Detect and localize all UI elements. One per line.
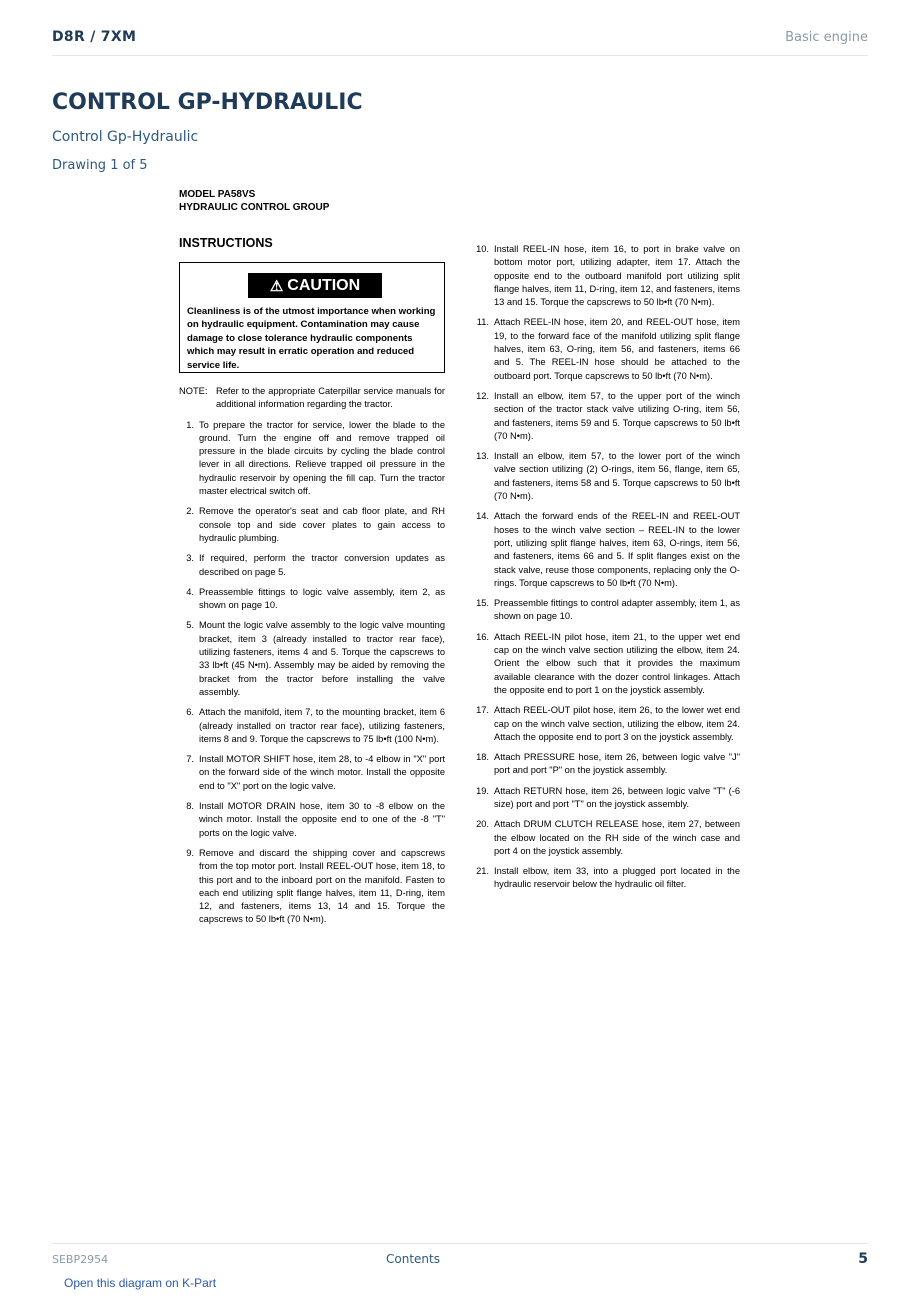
instruction-step — [474, 631, 740, 697]
step-text: Install REEL-IN hose, item 16, to port in brake valve on bottom motor port, utilizing adapter, item 17. Attach the opposite end to the outboard manifold port utilizing split flange halves, item 11, D-ring, item 12, and fasteners, items 13 and 15. Torque the capscrews to 50 lb•ft (70 N•m). — [494, 244, 740, 308]
step-number: 19. — [476, 785, 489, 796]
step-text: Attach DRUM CLUTCH RELEASE hose, item 27, between the elbow located on the RH side of the winch case and port 4 on the joystick assembly. — [494, 819, 740, 856]
step-text: Preassemble fittings to control adapter assembly, item 1, as shown on page 10. — [494, 598, 740, 622]
step-number: 13. — [476, 451, 489, 462]
instructions-right-column — [474, 243, 740, 899]
step-text: Attach REEL-IN pilot hose, item 21, to the upper wet end cap on the winch valve section utilizing the elbow, item 24. Orient the elbow such that it provides the maximum available clearance with the dozer control linkages. Attach the opposite end to port 1 on the joystick assembly. — [494, 631, 740, 695]
step-number: 3. — [186, 553, 194, 564]
instruction-step — [179, 847, 445, 927]
footer-doc-id: SEBP2954 — [52, 1253, 109, 1266]
model-heading — [179, 188, 329, 214]
instruction-step — [179, 753, 445, 793]
page-title: CONTROL GP-HYDRAULIC — [52, 90, 363, 115]
step-number: 18. — [476, 752, 489, 763]
step-number: 12. — [476, 390, 489, 401]
instruction-step — [474, 785, 740, 812]
note — [179, 385, 445, 412]
note-text: Refer to the appropriate Caterpillar service manuals for additional information regarding the tractor. — [216, 386, 445, 410]
footer-divider — [52, 1243, 868, 1244]
warning-triangle-icon: ⚠ — [269, 277, 284, 295]
step-text: Attach RETURN hose, item 26, between logic valve "T" (-6 size) port and port "T" on the joystick assembly. — [494, 785, 740, 809]
step-text: Attach PRESSURE hose, item 26, between logic valve "J" port and port "P" on the joystick assembly. — [494, 752, 740, 776]
step-text: Remove and discard the shipping cover and capscrews from the top motor port. Install REEL-OUT hose, item 18, to this port and to the inboard port on the manifold. Fasten to each end utilizing split flange halves, item 11, D-ring, item 12, and fasteners, items 13, 14 and 15. Torque the capscrews to 50 lb•ft (70 N•m). — [199, 847, 445, 925]
instructions-heading: INSTRUCTIONS — [179, 236, 273, 250]
step-text: Mount the logic valve assembly to the logic valve mounting bracket, item 3 (already installed to tractor rear face), utilizing fasteners, items 4 and 5. Torque the capscrews to 33 lb•ft (45 N•m). Assembly may be aided by removing the bracket from the tractor before installing the valve assembly. — [199, 620, 445, 697]
step-text: Install MOTOR SHIFT hose, item 28, to -4 elbow in "X" port on the forward side of the winch motor. Install the opposite end to "X" port on the logic valve. — [199, 754, 445, 791]
scanned-document — [178, 185, 744, 1005]
instruction-step — [474, 751, 740, 778]
open-diagram-link[interactable]: Open this diagram on K-Part — [64, 1276, 217, 1290]
step-text: Install an elbow, item 57, to the lower port of the winch valve section utilizing (2) O-rings, item 56, flange, item 65, and fasteners, items 58 and 5. Torque capscrews to 50 lb•ft (70 N•m). — [494, 451, 740, 502]
caution-box — [179, 262, 445, 373]
instruction-step — [474, 818, 740, 858]
step-text: Attach the forward ends of the REEL-IN and REEL-OUT hoses to the winch valve section – REEL-IN to the lower port, utilizing split flange halves, item 63, O-rings, item 56, and fasteners, items 66 and 5. If split flanges exist on the stack valve, reuse those components, replacing only the O-rings. Torque capscrews to 50 lb•ft (70 N•m). — [494, 511, 740, 588]
caution-text: Cleanliness is of the utmost importance when working on hydraulic equipment. Contamination may cause damage to close tolerance hydraulic components which may result in erratic operation and reduced service life. — [187, 306, 436, 371]
drawing-indicator: Drawing 1 of 5 — [52, 158, 148, 173]
caution-badge — [248, 273, 382, 298]
step-number: 1. — [186, 419, 194, 430]
caution-label: CAUTION — [287, 276, 361, 294]
instruction-step — [474, 704, 740, 744]
header-divider — [52, 55, 868, 56]
step-number: 14. — [476, 511, 489, 522]
step-number: 9. — [186, 847, 194, 858]
instructions-left-column — [179, 385, 445, 934]
instruction-step — [474, 510, 740, 590]
step-text: To prepare the tractor for service, lower the blade to the ground. Turn the engine off and remove trapped oil pressure in the blade circuits by cycling the blade control lever in all directions. Relieve trapped oil pressure in the hydraulic reservoir by opening the fill cap. Turn the tractor master electrical switch off. — [199, 419, 445, 497]
instruction-step — [179, 619, 445, 699]
step-number: 8. — [186, 801, 194, 812]
step-number: 17. — [476, 705, 489, 716]
header-section: Basic engine — [785, 30, 868, 45]
step-text: Attach REEL-IN hose, item 20, and REEL-OUT hose, item 19, to the forward face of the manifold utilizing split flange halves, item 63, O-ring, item 56, and fasteners, items 66 and 5. The REEL-IN hose should be attached to the outboard port. Torque capscrews to 50 lb•ft (70 N•m). — [494, 317, 740, 381]
step-number: 15. — [476, 598, 489, 609]
instruction-step — [474, 243, 740, 309]
instruction-step — [179, 706, 445, 746]
step-text: Install MOTOR DRAIN hose, item 30 to -8 elbow on the winch motor. Install the opposite end to one of the -8 "T" ports on the logic valve. — [199, 801, 445, 838]
instruction-step — [179, 419, 445, 499]
header-model: D8R / 7XM — [52, 29, 137, 45]
instruction-step — [474, 390, 740, 443]
page-subtitle: Control Gp-Hydraulic — [52, 129, 199, 145]
step-number: 21. — [476, 866, 489, 877]
step-text: If required, perform the tractor conversion updates as described on page 5. — [199, 553, 445, 577]
step-text: Remove the operator's seat and cab floor plate, and RH console top and side cover plates to gain access to hydraulic plumbing. — [199, 506, 445, 543]
step-text: Install an elbow, item 57, to the upper port of the winch section of the tractor stack valve utilizing O-ring, item 56, and fasteners, items 59 and 5. Torque capscrews to 50 lb•ft (70 N•m). — [494, 390, 740, 441]
instruction-step — [179, 586, 445, 613]
step-text: Preassemble fittings to logic valve assembly, item 2, as shown on page 10. — [199, 586, 445, 611]
step-text: Install elbow, item 33, into a plugged port located in the hydraulic reservoir below the hydraulic oil filter. — [494, 866, 740, 890]
instruction-step — [474, 316, 740, 382]
instruction-step — [474, 865, 740, 892]
instruction-step — [179, 552, 445, 579]
instruction-step — [474, 450, 740, 503]
step-number: 20. — [476, 819, 489, 830]
model-line-2: HYDRAULIC CONTROL GROUP — [179, 202, 330, 213]
model-line-1: MODEL PA58VS — [179, 189, 256, 200]
step-number: 10. — [476, 244, 489, 254]
instruction-step — [474, 597, 740, 624]
instruction-step — [179, 505, 445, 545]
step-number: 16. — [476, 631, 489, 642]
note-label: NOTE: — [179, 386, 208, 396]
step-number: 5. — [186, 620, 194, 631]
contents-link[interactable]: Contents — [386, 1252, 440, 1266]
instruction-step — [179, 800, 445, 840]
step-number: 6. — [186, 707, 194, 718]
step-text: Attach REEL-OUT pilot hose, item 26, to the lower wet end cap on the winch valve section, utilizing the elbow, item 24. Attach the opposite end to port 3 on the joystick assembly. — [494, 705, 740, 742]
step-number: 7. — [186, 754, 194, 765]
step-number: 2. — [186, 506, 194, 517]
page-number: 5 — [858, 1251, 868, 1267]
step-text: Attach the manifold, item 7, to the mounting bracket, item 6 (already installed on tractor rear face), utilizing fasteners, items 8 and 9. Torque the capscrews to 75 lb•ft (100 N•m). — [199, 707, 445, 744]
step-number: 11. — [476, 317, 489, 328]
step-number: 4. — [186, 586, 194, 597]
